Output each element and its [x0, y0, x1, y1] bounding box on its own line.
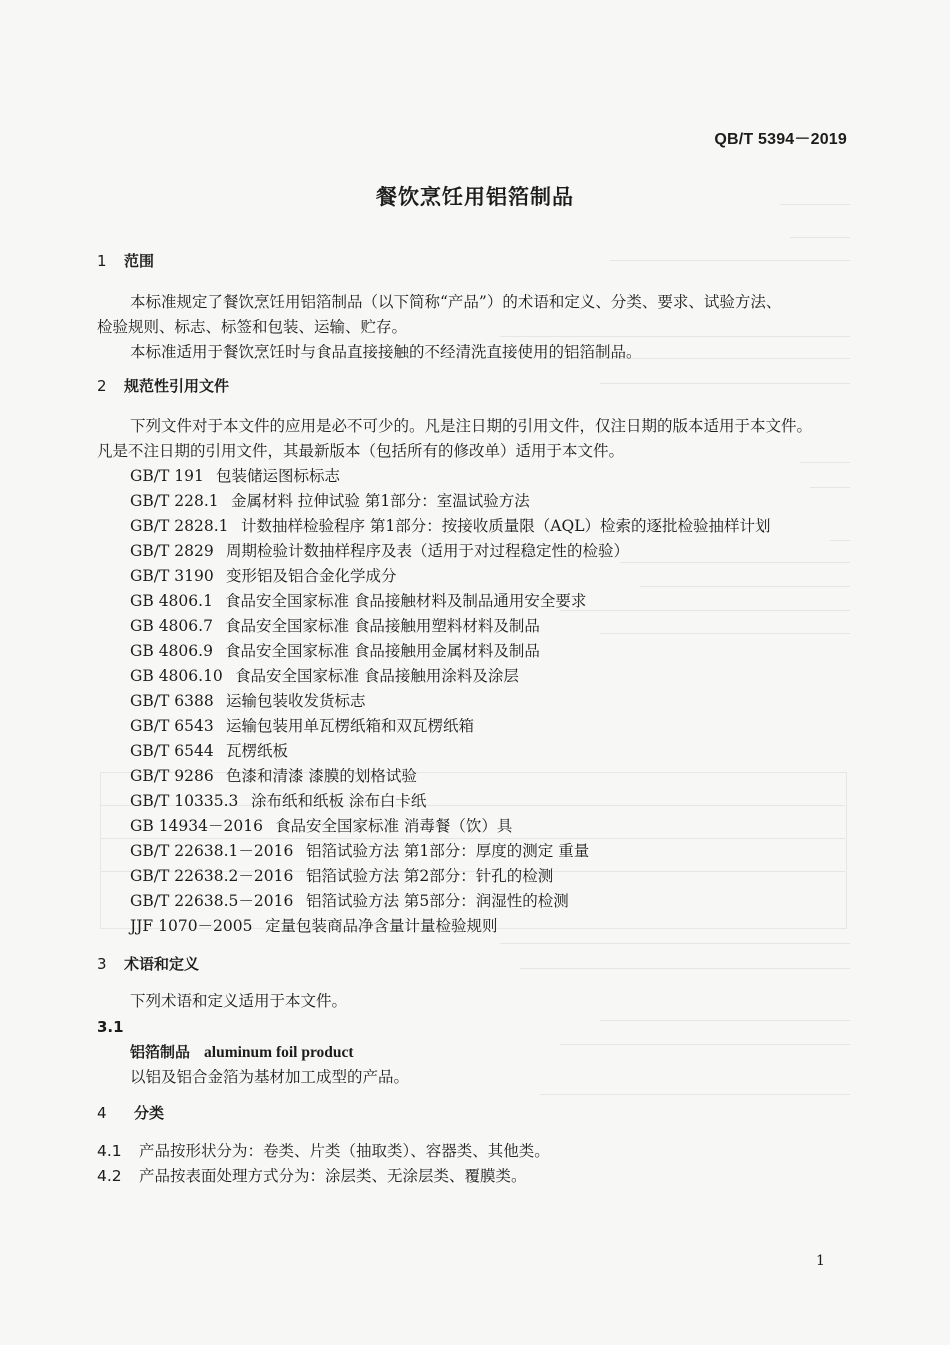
reference-title: 变形铝及铝合金化学成分 [226, 567, 397, 585]
reference-item [130, 642, 540, 660]
section-4-heading [97, 1104, 164, 1122]
reference-item [130, 617, 540, 635]
reference-code: GB 4806.9 [130, 642, 213, 660]
reference-title: 食品安全国家标准 食品接触用塑料材料及制品 [225, 617, 540, 635]
reference-code: GB/T 22638.2－2016 [130, 867, 294, 885]
section-number: 1 [97, 252, 107, 270]
reference-title: 运输包装用单瓦楞纸箱和双瓦楞纸箱 [226, 717, 475, 735]
reference-item [130, 842, 589, 860]
reference-code: GB/T 2828.1 [130, 517, 229, 535]
reference-title: 涂布纸和纸板 涂布白卡纸 [251, 792, 427, 810]
terms-intro: 下列术语和定义适用于本文件。 [130, 992, 348, 1010]
reference-code: GB/T 6388 [130, 692, 214, 710]
reference-item [130, 717, 474, 735]
term-name-zh: 铝箔制品 [130, 1043, 191, 1061]
reference-title: 铝箔试验方法 第1部分：厚度的测定 重量 [306, 842, 590, 860]
reference-title: 铝箔试验方法 第2部分：针孔的检测 [306, 867, 554, 885]
reference-item [130, 667, 519, 685]
reference-title: 瓦楞纸板 [226, 742, 289, 760]
reference-item [130, 767, 417, 785]
reference-title: 包装储运图标标志 [216, 467, 341, 485]
reference-code: GB/T 22638.1－2016 [130, 842, 294, 860]
scope-paragraph-2: 本标准适用于餐饮烹饪时与食品直接接触的不经清洗直接使用的铝箔制品。 [130, 343, 642, 361]
reference-title: 运输包装收发货标志 [226, 692, 366, 710]
reference-title: 铝箔试验方法 第5部分：润湿性的检测 [306, 892, 569, 910]
reference-title: 食品安全国家标准 食品接触材料及制品通用安全要求 [225, 592, 587, 610]
reference-item [130, 692, 366, 710]
reference-item [130, 792, 426, 810]
reference-code: GB 4806.1 [130, 592, 213, 610]
references-intro: 下列文件对于本文件的应用是必不可少的。凡是注日期的引用文件，仅注日期的版本适用于本文件。 [130, 417, 813, 435]
clause-4-1 [97, 1142, 550, 1160]
clause-text: 产品按形状分为：卷类、片类（抽取类）、容器类、其他类。 [139, 1142, 550, 1160]
section-title: 分类 [134, 1104, 165, 1122]
scope-paragraph-1: 本标准规定了餐饮烹饪用铝箔制品（以下简称“产品”）的术语和定义、分类、要求、试验方法、 [130, 293, 782, 311]
reference-code: GB/T 10335.3 [130, 792, 239, 810]
section-title: 规范性引用文件 [124, 377, 230, 395]
reference-item [130, 592, 586, 610]
reference-code: GB/T 22638.5－2016 [130, 892, 294, 910]
standard-code: QB/T 5394－2019 [714, 131, 847, 148]
section-title: 术语和定义 [124, 955, 200, 973]
reference-title: 食品安全国家标准 食品接触用涂料及涂层 [235, 667, 519, 685]
reference-code: GB/T 6544 [130, 742, 214, 760]
reference-code: JJF 1070－2005 [130, 917, 253, 935]
reference-item [130, 742, 288, 760]
reference-item [130, 917, 498, 935]
reference-code: GB/T 6543 [130, 717, 214, 735]
references-intro-cont: 凡是不注日期的引用文件，其最新版本（包括所有的修改单）适用于本文件。 [97, 442, 625, 460]
reference-item [130, 542, 629, 560]
term-definition: 以铝及铝合金箔为基材加工成型的产品。 [130, 1068, 410, 1086]
reference-title: 周期检验计数抽样程序及表（适用于对过程稳定性的检验） [226, 542, 630, 560]
reference-code: GB/T 191 [130, 467, 204, 485]
term-name-en: aluminum foil product [204, 1044, 354, 1061]
reference-code: GB/T 3190 [130, 567, 214, 585]
section-1-heading [97, 252, 154, 270]
reference-code: GB 4806.7 [130, 617, 213, 635]
reference-item [130, 467, 340, 485]
reference-item [130, 567, 397, 585]
reference-item [130, 867, 553, 885]
reference-item [130, 892, 569, 910]
reference-title: 色漆和清漆 漆膜的划格试验 [226, 767, 417, 785]
reference-item [130, 817, 512, 835]
reference-title: 食品安全国家标准 食品接触用金属材料及制品 [225, 642, 540, 660]
reference-code: GB/T 228.1 [130, 492, 219, 510]
term-number: 3.1 [97, 1018, 124, 1036]
reference-item [130, 517, 771, 535]
term-heading [130, 1043, 354, 1062]
clause-text: 产品按表面处理方式分为：涂层类、无涂层类、覆膜类。 [139, 1167, 527, 1185]
reference-item [130, 492, 530, 510]
document-title: 餐饮烹饪用铝箔制品 [376, 185, 574, 209]
reference-title: 定量包装商品净含量计量检验规则 [265, 917, 498, 935]
reference-code: GB 14934－2016 [130, 817, 263, 835]
clause-number: 4.2 [97, 1167, 122, 1185]
reference-code: GB/T 9286 [130, 767, 214, 785]
page-number: 1 [816, 1253, 825, 1269]
section-number: 2 [97, 377, 107, 395]
reference-title: 计数抽样检验程序 第1部分：按接收质量限（AQL）检索的逐批检验抽样计划 [241, 517, 771, 535]
section-2-heading [97, 377, 229, 395]
reference-title: 金属材料 拉伸试验 第1部分：室温试验方法 [231, 492, 530, 510]
scope-paragraph-1-cont: 检验规则、标志、标签和包装、运输、贮存。 [97, 318, 408, 336]
section-title: 范围 [124, 252, 155, 270]
section-3-heading [97, 955, 199, 973]
section-number: 4 [97, 1104, 107, 1122]
reference-title: 食品安全国家标准 消毒餐（饮）具 [275, 817, 513, 835]
clause-number: 4.1 [97, 1142, 122, 1160]
reference-code: GB/T 2829 [130, 542, 214, 560]
clause-4-2 [97, 1167, 527, 1185]
reference-code: GB 4806.10 [130, 667, 223, 685]
section-number: 3 [97, 955, 107, 973]
